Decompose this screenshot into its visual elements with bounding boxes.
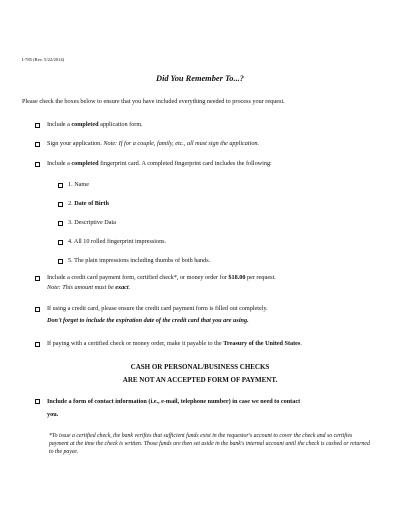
- item-payment-note: [47, 284, 130, 291]
- item-fingerprint-pre: Include a: [47, 160, 72, 167]
- item-contact-line-1: Include a form of contact information (i.e., e-mail, telephone number) in case we need to contact: [47, 398, 301, 405]
- footnote: *To issue a certified check, the bank verifies that sufficient funds exist in the requestor's account to cover the check and so certifies payment at the time the check is written. Those funds are then set aside in the bank's internal account until the check is cashed or returned to the payee.: [49, 433, 370, 455]
- item-check-pre: If paying with a certified check or money order, make it payable to the: [47, 340, 224, 347]
- warning-line-1: CASH OR PERSONAL/BUSINESS CHECKS: [130, 363, 270, 371]
- subitem-descriptive-text: 3. Descriptive Data: [68, 219, 116, 226]
- item-payment-pre: Include a credit card payment form, certified check*, or money order for: [47, 274, 229, 281]
- item-payment-note-bold: exact: [115, 284, 129, 291]
- subitem-dob: [58, 200, 109, 208]
- item-application-pre: Include a: [47, 121, 72, 128]
- subitem-descriptive: [58, 219, 116, 227]
- checklist-item-sign: [35, 140, 259, 148]
- item-application-text: [47, 121, 143, 129]
- subitem-dob-bold: Date of Birth: [74, 200, 109, 207]
- checkbox-sign[interactable]: [35, 142, 40, 147]
- subitem-name-text: 1. Name: [68, 181, 89, 188]
- item-payment-text: [47, 274, 276, 282]
- page-title: Did You Remember To...?: [156, 74, 244, 83]
- item-payment-note-post: .: [128, 284, 131, 291]
- intro-text: Please check the boxes below to ensure that you have included everything needed to process your request.: [22, 98, 285, 105]
- subitem-dob-text: [68, 200, 109, 208]
- item-sign-text: [47, 140, 259, 148]
- item-sign-main: Sign your application.: [47, 140, 104, 147]
- item-check-post: .: [300, 340, 302, 347]
- item-application-post: application form.: [98, 121, 143, 128]
- item-contact-line-2: you.: [47, 411, 59, 418]
- item-contact-text: [47, 395, 300, 421]
- checklist-item-contact: [35, 395, 300, 421]
- subitem-rolled: [58, 238, 166, 246]
- checkbox-rolled[interactable]: [58, 240, 63, 245]
- checkbox-fingerprint[interactable]: [35, 162, 40, 167]
- subitem-name: [58, 181, 89, 189]
- subitem-plain: [58, 257, 210, 265]
- checkbox-credit-card[interactable]: [35, 307, 40, 312]
- checkbox-plain[interactable]: [58, 259, 63, 264]
- checkbox-contact[interactable]: [35, 399, 40, 404]
- checklist-item-check: [35, 340, 302, 348]
- item-application-bold: completed: [71, 121, 99, 128]
- form-number: I-785 (Rev. 5/22/2014): [22, 57, 65, 62]
- checkbox-name[interactable]: [58, 183, 63, 188]
- checkbox-check[interactable]: [35, 342, 40, 347]
- subitem-plain-text: 5. The plain impressions including thumbs of both hands.: [68, 257, 211, 264]
- item-credit-card-note: Don't forget to include the expiration date of the credit card that you are using.: [47, 317, 249, 324]
- warning-line-2: ARE NOT AN ACCEPTED FORM OF PAYMENT.: [122, 376, 278, 384]
- subitem-rolled-text: 4. All 10 rolled fingerprint impressions.: [68, 238, 167, 245]
- item-check-text: [47, 340, 302, 348]
- checkbox-payment[interactable]: [35, 276, 40, 281]
- checklist-item-fingerprint: [35, 160, 272, 168]
- item-payment-post: per request.: [245, 274, 276, 281]
- checkbox-descriptive[interactable]: [58, 221, 63, 226]
- item-sign-note: Note: If for a couple, family, etc., all must sign the application.: [103, 140, 260, 147]
- checkbox-dob[interactable]: [58, 202, 63, 207]
- item-payment-amount: $18.00: [228, 274, 246, 281]
- checkbox-application[interactable]: [35, 123, 40, 128]
- item-credit-card-text: If using a credit card, please ensure the credit card payment form is filled out completely.: [47, 305, 268, 312]
- item-check-bold: Treasury of the United States: [223, 340, 301, 347]
- checklist-item-payment: [35, 274, 276, 282]
- item-fingerprint-bold: completed: [71, 160, 99, 167]
- item-fingerprint-text: [47, 160, 272, 168]
- item-fingerprint-post: fingerprint card. A completed fingerprint card includes the following:: [98, 160, 272, 167]
- item-payment-note-pre: Note: This amount must be: [47, 284, 116, 291]
- checklist-item-credit-card: [35, 305, 268, 313]
- checklist-item-application: [35, 121, 143, 129]
- subitem-dob-num: 2.: [68, 200, 75, 207]
